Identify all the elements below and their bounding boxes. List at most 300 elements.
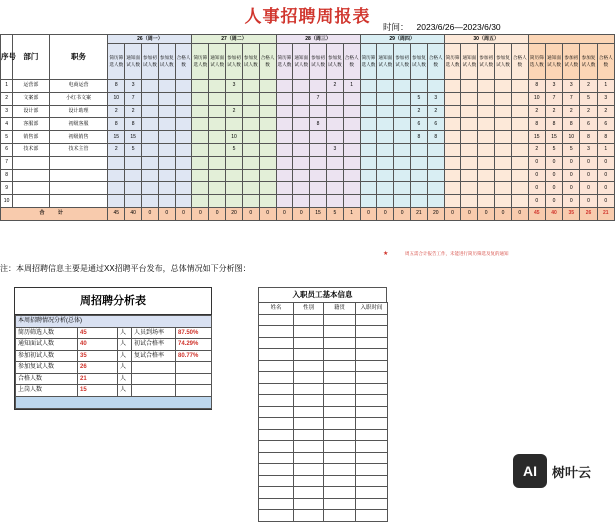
employee-cell <box>294 418 324 430</box>
row-day-value <box>461 169 478 182</box>
row-day-value <box>108 195 125 208</box>
analysis-label: 参加初试人数 <box>16 350 78 362</box>
sum-day-value: 0 <box>242 207 259 220</box>
employee-cell <box>294 395 324 407</box>
sum-total-value: 40 <box>545 207 562 220</box>
row-day-value <box>293 195 310 208</box>
row-day-value <box>394 92 411 105</box>
row-day-value <box>360 182 377 195</box>
row-day-value <box>411 182 428 195</box>
employee-cell <box>356 441 388 453</box>
sum-day-value: 15 <box>310 207 327 220</box>
row-seq: 8 <box>1 169 13 182</box>
row-total-value: 15 <box>545 131 562 144</box>
row-day-value <box>444 143 461 156</box>
row-pos: 技术主管 <box>49 143 108 156</box>
row-day-value <box>259 105 276 118</box>
employee-cell <box>294 475 324 487</box>
row-dept <box>13 156 49 169</box>
analysis-title: 周招聘分析表 <box>15 288 211 315</box>
row-day-value <box>108 169 125 182</box>
row-day-value <box>377 169 394 182</box>
row-day-value <box>142 182 159 195</box>
header-metric: 参加初试人数 <box>478 44 495 80</box>
row-day-value <box>461 105 478 118</box>
employee-cell <box>356 395 388 407</box>
employee-cell <box>294 314 324 326</box>
row-day-value <box>158 105 175 118</box>
sum-day-value: 0 <box>259 207 276 220</box>
row-day-value <box>310 131 327 144</box>
employee-cell <box>259 314 294 326</box>
row-day-value <box>192 182 209 195</box>
row-total-value: 8 <box>563 118 580 131</box>
analysis-value: 45 <box>78 327 118 339</box>
row-day-value <box>427 169 444 182</box>
row-day-value <box>226 169 243 182</box>
row-seq: 4 <box>1 118 13 131</box>
row-day-value <box>495 105 512 118</box>
row-day-value <box>478 118 495 131</box>
employee-row <box>259 395 388 407</box>
row-day-value <box>360 131 377 144</box>
row-day-value <box>478 92 495 105</box>
employee-cell <box>259 337 294 349</box>
employee-cell <box>356 510 388 522</box>
sum-day-value: 0 <box>276 207 293 220</box>
analysis-value: 21 <box>78 373 118 385</box>
employee-cell <box>259 372 294 384</box>
row-day-value <box>326 195 343 208</box>
watermark-logo-icon: AI <box>513 454 547 488</box>
row-day-value <box>142 195 159 208</box>
analysis-rate-label: 初试合格率 <box>132 339 176 351</box>
row-day-value: 2 <box>108 143 125 156</box>
header-metric: 合格人数 <box>175 44 192 80</box>
row-pos: 初级客服 <box>49 118 108 131</box>
row-day-value <box>394 131 411 144</box>
sum-day-value: 0 <box>461 207 478 220</box>
row-day-value <box>461 131 478 144</box>
row-day-value: 3 <box>326 143 343 156</box>
table-row <box>1 143 615 156</box>
row-day-value <box>293 169 310 182</box>
row-day-value <box>343 156 360 169</box>
employee-cell <box>356 372 388 384</box>
header-total-metric: 简历筛选人数 <box>528 44 545 80</box>
row-day-value: 5 <box>125 143 142 156</box>
header-metric: 通知面试人数 <box>377 44 394 80</box>
row-day-value: 2 <box>326 80 343 93</box>
table-row <box>1 156 615 169</box>
row-total-value: 0 <box>528 195 545 208</box>
sum-day-value: 0 <box>158 207 175 220</box>
row-day-value: 8 <box>310 118 327 131</box>
row-day-value <box>427 80 444 93</box>
employee-row <box>259 337 388 349</box>
employee-cell <box>356 326 388 338</box>
row-total-value: 8 <box>528 80 545 93</box>
row-day-value <box>259 169 276 182</box>
row-day-value <box>310 195 327 208</box>
header-metric: 简历筛选人数 <box>276 44 293 80</box>
row-total-value: 0 <box>528 169 545 182</box>
row-total-value: 2 <box>580 80 597 93</box>
row-day-value <box>511 156 528 169</box>
row-seq: 9 <box>1 182 13 195</box>
analysis-subtitle: 本周招聘情况分析(总体) <box>16 316 212 328</box>
row-day-value <box>209 92 226 105</box>
analysis-unit: 人 <box>118 373 132 385</box>
employee-row <box>259 314 388 326</box>
table-row <box>1 80 615 93</box>
row-total-value: 10 <box>528 92 545 105</box>
row-seq: 3 <box>1 105 13 118</box>
header-day: 27（周二） <box>192 35 276 44</box>
row-total-value: 3 <box>597 92 614 105</box>
row-day-value <box>478 105 495 118</box>
sum-day-value: 0 <box>360 207 377 220</box>
analysis-value: 26 <box>78 362 118 374</box>
analysis-footer <box>16 396 212 408</box>
row-day-value <box>209 169 226 182</box>
employee-info-table <box>258 302 388 522</box>
row-day-value: 7 <box>310 92 327 105</box>
employee-cell <box>294 429 324 441</box>
employee-cell <box>259 441 294 453</box>
row-day-value <box>226 156 243 169</box>
row-day-value <box>310 105 327 118</box>
employee-cell <box>259 406 294 418</box>
row-day-value <box>444 169 461 182</box>
row-day-value: 3 <box>125 80 142 93</box>
row-day-value <box>360 156 377 169</box>
row-total-value: 3 <box>545 80 562 93</box>
period-value: 2023/6/26—2023/6/30 <box>416 22 501 32</box>
row-day-value <box>360 105 377 118</box>
row-total-value: 0 <box>580 182 597 195</box>
employee-cell <box>294 326 324 338</box>
header-metric: 参加复试人数 <box>495 44 512 80</box>
row-day-value <box>377 143 394 156</box>
row-day-value <box>192 118 209 131</box>
header-day: 26（周一） <box>108 35 192 44</box>
employee-cell <box>356 337 388 349</box>
header-pos: 职务 <box>49 35 108 80</box>
row-day-value: 2 <box>108 105 125 118</box>
row-total-value: 1 <box>597 143 614 156</box>
sum-day-value: 45 <box>108 207 125 220</box>
row-day-value <box>125 182 142 195</box>
row-day-value <box>259 131 276 144</box>
row-day-value <box>276 80 293 93</box>
row-day-value <box>461 195 478 208</box>
analysis-panel <box>14 287 212 410</box>
sum-day-value: 1 <box>343 207 360 220</box>
row-day-value <box>276 156 293 169</box>
row-day-value <box>175 143 192 156</box>
header-dept: 部门 <box>13 35 49 80</box>
row-total-value: 2 <box>580 105 597 118</box>
row-day-value <box>444 118 461 131</box>
employee-row <box>259 429 388 441</box>
row-day-value <box>293 182 310 195</box>
sum-total-value: 21 <box>597 207 614 220</box>
header-seq: 序号 <box>1 35 13 80</box>
employee-row <box>259 406 388 418</box>
row-day-value <box>495 169 512 182</box>
employee-cell <box>324 349 356 361</box>
row-day-value <box>326 182 343 195</box>
analysis-rate: 74.29% <box>176 339 212 351</box>
employee-cell <box>324 510 356 522</box>
employee-cell <box>259 395 294 407</box>
row-day-value <box>276 105 293 118</box>
sum-day-value: 0 <box>192 207 209 220</box>
row-day-value: 1 <box>343 80 360 93</box>
employee-cell <box>324 429 356 441</box>
analysis-row <box>16 339 212 351</box>
employee-cell <box>294 337 324 349</box>
employee-cell <box>356 452 388 464</box>
row-day-value: 6 <box>427 118 444 131</box>
row-day-value <box>495 92 512 105</box>
row-seq: 7 <box>1 156 13 169</box>
employee-cell <box>324 441 356 453</box>
row-day-value <box>158 118 175 131</box>
row-day-value: 15 <box>108 131 125 144</box>
analysis-value: 15 <box>78 385 118 397</box>
row-day-value <box>444 182 461 195</box>
sum-day-value: 0 <box>394 207 411 220</box>
row-total-value: 2 <box>528 143 545 156</box>
row-day-value <box>259 156 276 169</box>
row-day-value <box>259 195 276 208</box>
row-day-value <box>125 169 142 182</box>
row-day-value <box>310 169 327 182</box>
row-day-value <box>360 118 377 131</box>
row-day-value <box>242 169 259 182</box>
employee-cell <box>259 349 294 361</box>
header-metric: 合格人数 <box>427 44 444 80</box>
row-total-value: 0 <box>580 169 597 182</box>
row-total-value: 0 <box>528 156 545 169</box>
row-day-value: 3 <box>226 80 243 93</box>
sum-day-value: 0 <box>444 207 461 220</box>
row-day-value <box>343 143 360 156</box>
row-day-value <box>108 182 125 195</box>
row-day-value <box>175 169 192 182</box>
row-seq: 1 <box>1 80 13 93</box>
row-day-value <box>360 80 377 93</box>
employee-row <box>259 510 388 522</box>
row-seq: 6 <box>1 143 13 156</box>
row-total-value: 8 <box>528 118 545 131</box>
employee-cell <box>294 510 324 522</box>
employee-info-title: 入职员工基本信息 <box>258 287 387 302</box>
row-pos: 设计助理 <box>49 105 108 118</box>
row-day-value <box>377 156 394 169</box>
row-day-value <box>461 118 478 131</box>
employee-cell <box>356 464 388 476</box>
row-day-value <box>343 92 360 105</box>
row-day-value <box>142 105 159 118</box>
row-day-value <box>377 92 394 105</box>
row-day-value <box>158 169 175 182</box>
sum-day-value: 21 <box>411 207 428 220</box>
row-day-value <box>394 105 411 118</box>
row-day-value <box>259 92 276 105</box>
row-day-value <box>209 156 226 169</box>
row-day-value <box>175 195 192 208</box>
row-day-value <box>226 118 243 131</box>
row-day-value <box>192 105 209 118</box>
header-metric: 合格人数 <box>259 44 276 80</box>
row-day-value <box>478 169 495 182</box>
row-day-value <box>310 80 327 93</box>
analysis-row <box>16 385 212 397</box>
row-day-value <box>226 195 243 208</box>
row-total-value: 5 <box>545 143 562 156</box>
employee-cell <box>324 406 356 418</box>
row-day-value <box>242 182 259 195</box>
header-total-blank <box>528 35 614 44</box>
header-metric: 参加复试人数 <box>411 44 428 80</box>
sum-total-value: 26 <box>580 207 597 220</box>
employee-cell <box>324 395 356 407</box>
row-day-value <box>326 118 343 131</box>
table-row <box>1 92 615 105</box>
employee-cell <box>356 498 388 510</box>
employee-cell <box>259 510 294 522</box>
table-row <box>1 169 615 182</box>
row-dept <box>13 182 49 195</box>
analysis-rate <box>176 362 212 374</box>
row-day-value <box>242 156 259 169</box>
employee-row <box>259 383 388 395</box>
row-day-value <box>511 80 528 93</box>
employee-cell <box>324 475 356 487</box>
employee-row <box>259 360 388 372</box>
row-pos <box>49 156 108 169</box>
row-total-value: 3 <box>580 143 597 156</box>
table-row <box>1 182 615 195</box>
employee-cell <box>324 314 356 326</box>
row-day-value <box>175 182 192 195</box>
row-day-value <box>411 195 428 208</box>
summary-note: 注：本周招聘信息主要是通过XX招聘平台发布，总体情况如下分析图： <box>0 264 251 273</box>
row-day-value <box>242 92 259 105</box>
row-day-value <box>276 182 293 195</box>
employee-cell <box>294 464 324 476</box>
row-day-value <box>411 169 428 182</box>
row-day-value <box>175 156 192 169</box>
header-metric: 简历筛选人数 <box>360 44 377 80</box>
row-day-value: 10 <box>108 92 125 105</box>
employee-row <box>259 487 388 499</box>
row-day-value: 8 <box>427 131 444 144</box>
period-label: 时间： <box>383 22 409 32</box>
employee-cell <box>324 383 356 395</box>
row-day-value <box>495 118 512 131</box>
row-day-value <box>276 92 293 105</box>
row-day-value <box>259 118 276 131</box>
row-day-value <box>175 118 192 131</box>
row-total-value: 0 <box>580 195 597 208</box>
row-total-value: 7 <box>545 92 562 105</box>
header-row-days <box>1 35 615 44</box>
header-metric: 通知面试人数 <box>209 44 226 80</box>
row-day-value <box>461 92 478 105</box>
row-day-value <box>495 131 512 144</box>
row-day-value <box>209 182 226 195</box>
row-day-value <box>175 105 192 118</box>
row-day-value <box>326 156 343 169</box>
row-day-value <box>242 80 259 93</box>
row-day-value <box>209 105 226 118</box>
row-day-value <box>377 131 394 144</box>
row-total-value: 15 <box>528 131 545 144</box>
sum-day-value: 0 <box>293 207 310 220</box>
row-day-value <box>242 195 259 208</box>
row-day-value <box>209 195 226 208</box>
row-day-value: 3 <box>427 92 444 105</box>
header-metric: 参加复试人数 <box>158 44 175 80</box>
employee-row <box>259 464 388 476</box>
analysis-row <box>16 373 212 385</box>
row-total-value: 0 <box>597 182 614 195</box>
row-dept: 客服部 <box>13 118 49 131</box>
row-day-value <box>377 80 394 93</box>
employee-cell <box>356 314 388 326</box>
row-day-value: 2 <box>226 105 243 118</box>
analysis-unit: 人 <box>118 385 132 397</box>
employee-cell <box>356 429 388 441</box>
row-day-value: 8 <box>108 118 125 131</box>
analysis-label: 简历筛选人数 <box>16 327 78 339</box>
row-day-value <box>377 105 394 118</box>
row-pos <box>49 169 108 182</box>
row-total-value: 5 <box>563 143 580 156</box>
row-day-value: 8 <box>125 118 142 131</box>
row-day-value <box>360 169 377 182</box>
row-day-value <box>158 131 175 144</box>
row-day-value <box>310 156 327 169</box>
analysis-label: 上岗人数 <box>16 385 78 397</box>
row-day-value: 8 <box>108 80 125 93</box>
employee-cell <box>356 349 388 361</box>
employee-cell <box>294 372 324 384</box>
row-day-value <box>192 156 209 169</box>
employee-column-header: 籍贯 <box>324 303 356 315</box>
row-day-value <box>495 143 512 156</box>
row-total-value: 5 <box>580 92 597 105</box>
row-pos: 小红书文案 <box>49 92 108 105</box>
sum-day-value: 0 <box>209 207 226 220</box>
analysis-label: 参加复试人数 <box>16 362 78 374</box>
employee-cell <box>324 498 356 510</box>
table-row <box>1 105 615 118</box>
row-day-value <box>511 169 528 182</box>
row-day-value <box>293 131 310 144</box>
row-day-value <box>242 131 259 144</box>
row-day-value <box>108 156 125 169</box>
star-icon: ★ <box>383 251 389 257</box>
watermark-text: 树叶云 <box>552 466 592 481</box>
employee-cell <box>259 464 294 476</box>
report-period <box>383 21 501 33</box>
row-day-value <box>411 143 428 156</box>
